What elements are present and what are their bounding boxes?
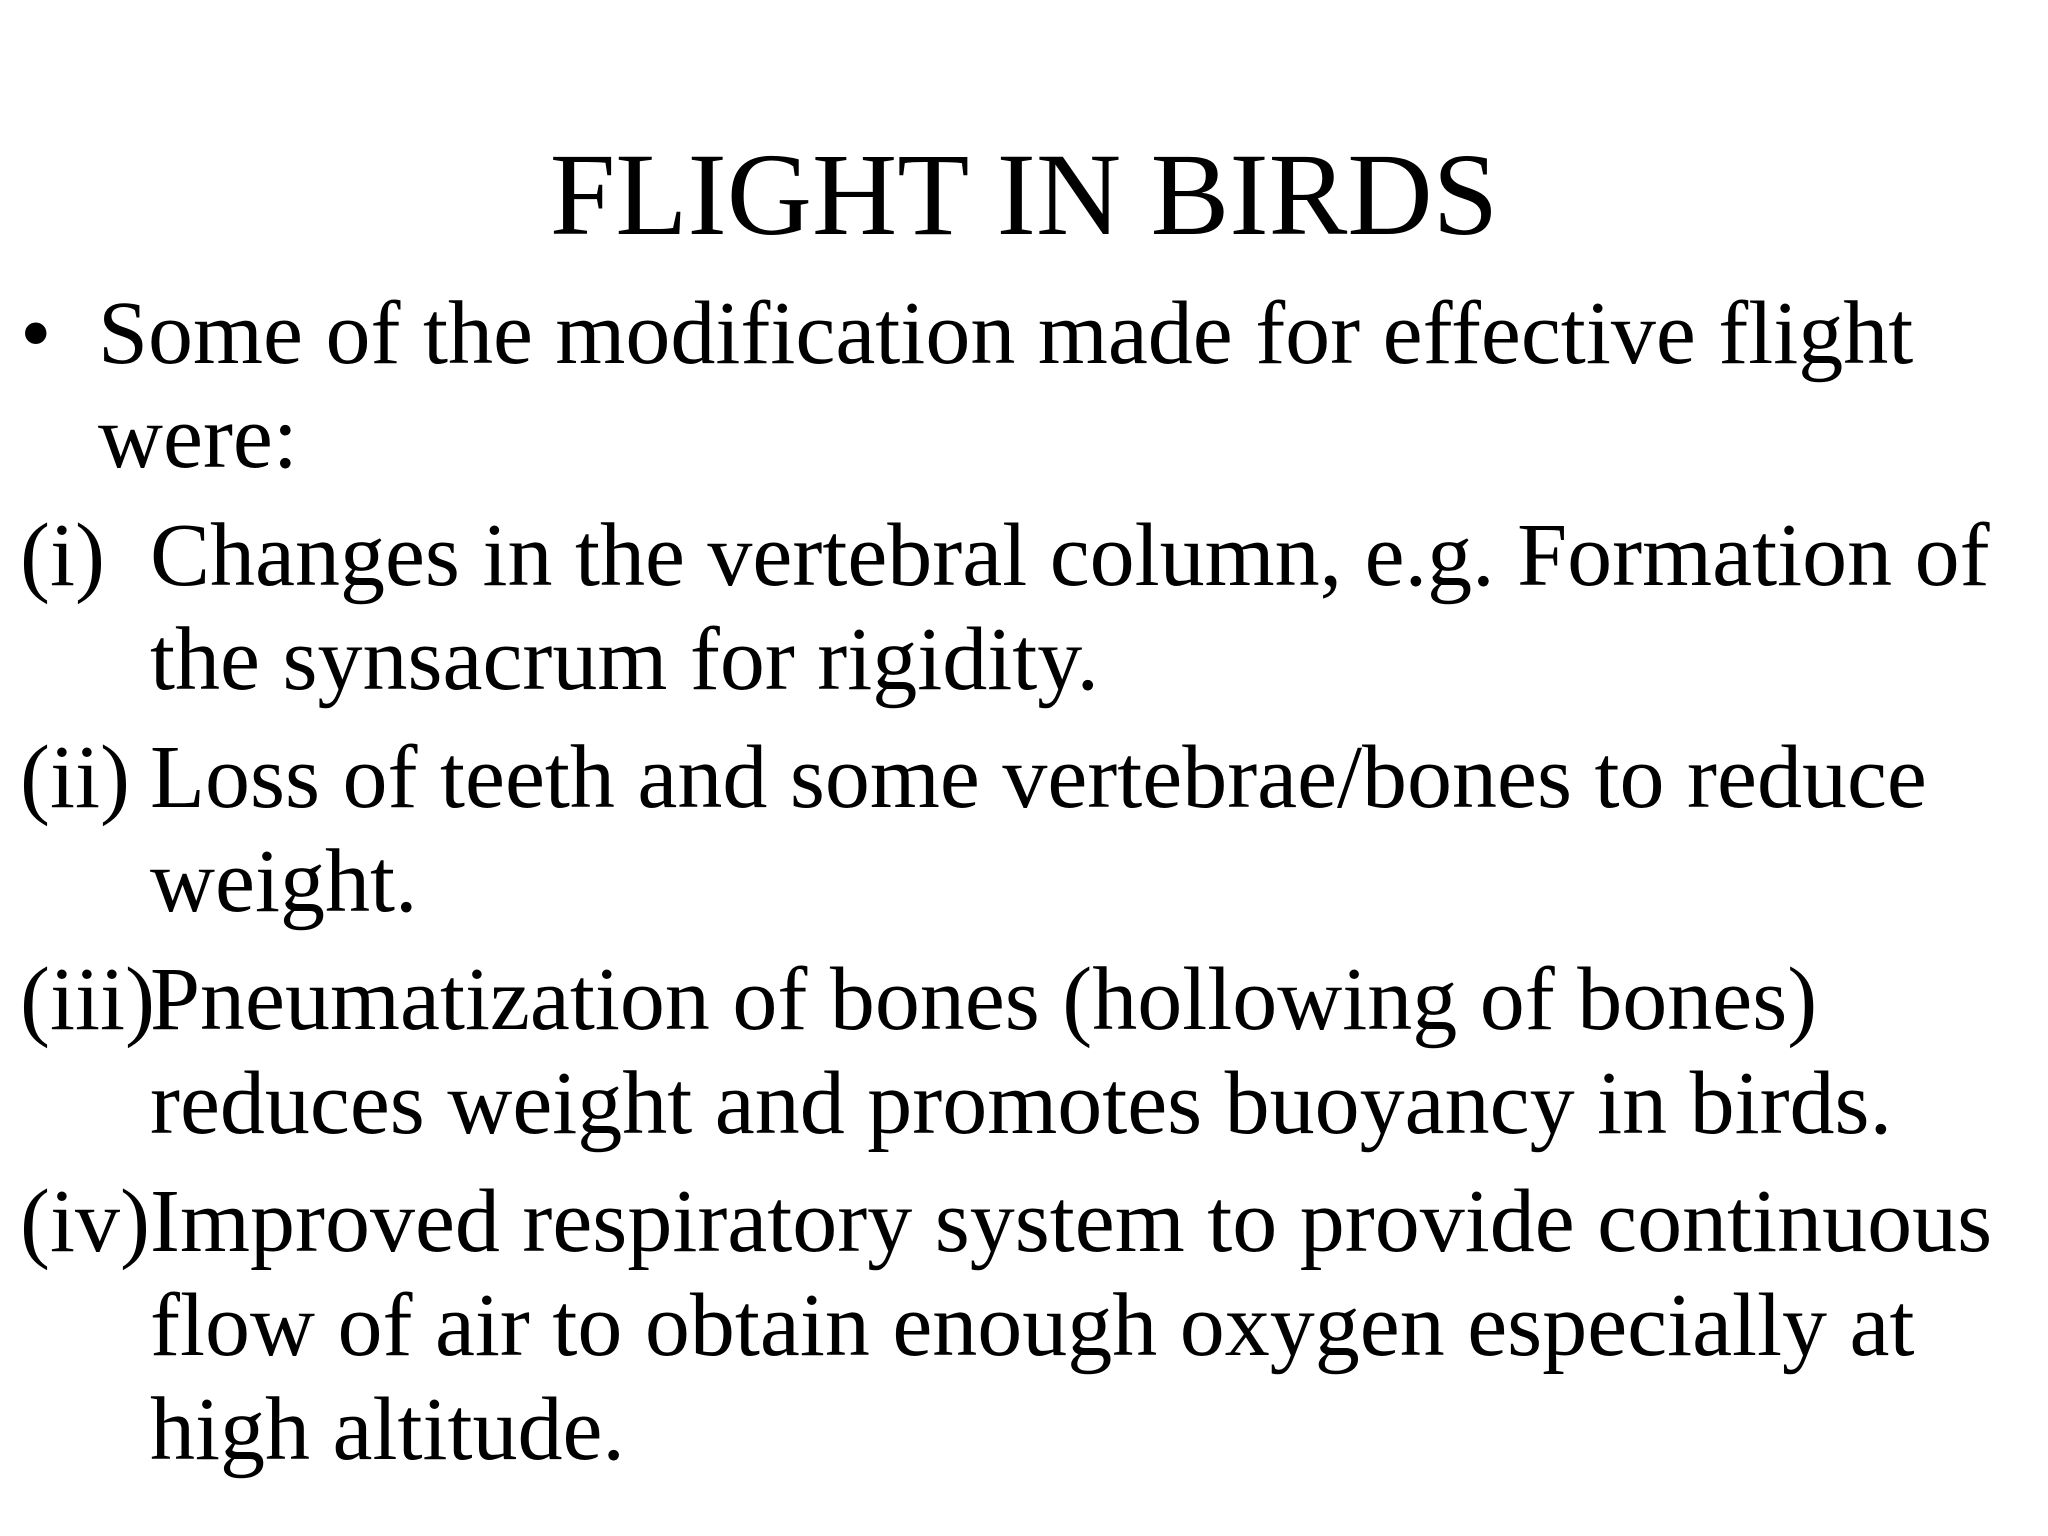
item-i-line-2: the synsacrum for rigidity. xyxy=(150,610,1099,709)
list-item-iv xyxy=(20,1170,2030,1482)
item-ii-line-1: Loss of teeth and some vertebrae/bones to reduce xyxy=(150,728,1927,827)
intro-text xyxy=(98,282,2030,490)
item-iv-line-3: high altitude. xyxy=(150,1380,625,1479)
item-marker: (iii) xyxy=(20,950,155,1049)
slide-body xyxy=(20,282,2030,1496)
item-iv-line-2: flow of air to obtain enough oxygen especially at xyxy=(150,1276,1915,1375)
item-text xyxy=(150,726,2030,934)
intro-line-2: were: xyxy=(98,388,298,487)
list-item-ii xyxy=(20,726,2030,934)
item-i-line-1: Changes in the vertebral column, e.g. Formation of xyxy=(150,506,1990,605)
item-iii-line-1: Pneumatization of bones (hollowing of bones) xyxy=(150,950,1818,1049)
item-text xyxy=(150,1170,2030,1482)
item-text xyxy=(150,948,2030,1156)
item-iv-line-1: Improved respiratory system to provide continuous xyxy=(150,1172,1993,1271)
item-marker: (ii) xyxy=(20,728,130,827)
intro-line-1: Some of the modification made for effective flight xyxy=(98,284,1914,383)
item-ii-line-2: weight. xyxy=(150,832,418,931)
intro-bullet xyxy=(20,282,2030,490)
list-item-iii xyxy=(20,948,2030,1156)
list-item-i xyxy=(20,504,2030,712)
item-marker: (i) xyxy=(20,506,105,605)
item-iii-line-2: reduces weight and promotes buoyancy in birds. xyxy=(150,1054,1893,1153)
item-marker: (iv) xyxy=(20,1172,150,1271)
slide-title: FLIGHT IN BIRDS xyxy=(549,129,1499,260)
bullet-marker: • xyxy=(20,284,52,383)
item-text xyxy=(150,504,2030,712)
